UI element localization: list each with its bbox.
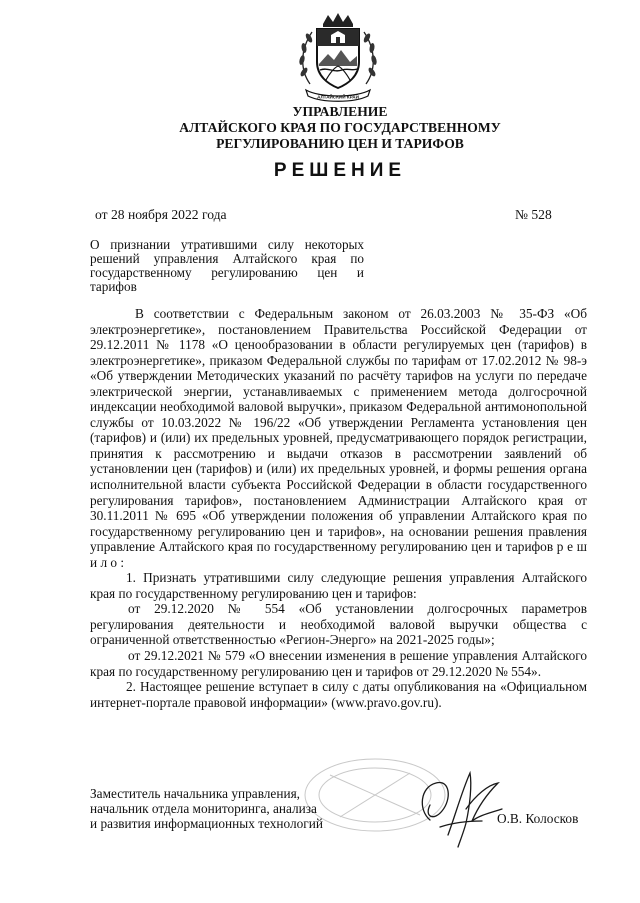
signer-position-line-2: начальник отдела мониторинга, анализа	[90, 801, 317, 816]
preamble-paragraph: В соответствии с Федеральным законом от 26.03.2003 № 35-ФЗ «Об электроэнергетике», постановлением Правительства Российской Федерации от 29.12.2011 № 1178 «О ценообразовании в области регулируемых цен (тарифов) в электроэнергетике», приказом Федеральной службы по тарифам от 17.02.2012 № 98-э «Об утверждении Методических указаний по расчёту тарифов на услуги по передаче электрической энергии, устанавливаемых с применением метода долгосрочной индексации необходимой валовой выручки», приказом Федеральной антимонопольной службы от 10.03.2022 № 196/22 «Об утверждении Регламента установления цен (тарифов) и (или) их предельных уровней, предусматривающего порядок регистрации, принятия к рассмотрению и выдачи отказов в рассмотрении заявлений об установлении цен (тарифов) и (или) их предельных уровней, и формы решения органа исполнительной власти субъекта Российской Федерации в области государственного регулирования тарифов», постановлением Администрации Алтайского края от 30.11.2011 № 695 «Об утверждении положения об управлении Алтайского края по государственному регулированию цен и тарифов», на основании решения правления управление Алтайского края по государственному регулированию цен и тарифов р е ш и л о :	[90, 306, 587, 570]
org-line-1: УПРАВЛЕНИЕ	[292, 104, 388, 119]
signer-position	[90, 786, 350, 831]
handwritten-signature-icon	[400, 765, 520, 850]
item-1-paragraph: 1. Признать утратившими силу следующие решения управления Алтайского края по государственному регулированию цен и тарифов:	[90, 570, 587, 601]
issuing-organization	[90, 104, 590, 152]
emblem-ribbon-text: АЛТАЙСКИЙ КРАЙ	[317, 94, 359, 100]
repealed-act-1: от 29.12.2020 № 554 «Об установлении долгосрочных параметров регулирования деятельности и необходимой валовой выручки общества с ограниченной ответственностью «Регион-Энерго» на 2021-2025 годы»;	[90, 601, 587, 648]
signer-position-line-3: и развития информационных технологий	[90, 816, 323, 831]
document-subject: О признании утратившими силу некоторых решений управления Алтайского края по государственному регулированию цен и тарифов	[90, 237, 364, 294]
document-number: № 528	[515, 207, 552, 222]
item-2-paragraph: 2. Настоящее решение вступает в силу с даты опубликования на «Официальном интернет-портале правовой информации» (www.pravo.gov.ru).	[90, 679, 587, 710]
org-line-3: РЕГУЛИРОВАНИЮ ЦЕН И ТАРИФОВ	[216, 136, 464, 151]
document-type-title: РЕШЕНИЕ	[273, 160, 407, 181]
org-line-2: АЛТАЙСКОГО КРАЯ ПО ГОСУДАРСТВЕННОМУ	[179, 120, 501, 135]
document-date: от 28 ноября 2022 года	[95, 207, 227, 222]
altai-krai-coat-of-arms-icon	[290, 10, 386, 106]
signer-position-line-1: Заместитель начальника управления,	[90, 786, 301, 801]
document-body	[90, 306, 587, 710]
signer-name: О.В. Колосков	[497, 811, 579, 826]
repealed-act-2: от 29.12.2021 № 579 «О внесении изменения в решение управления Алтайского края по государственному регулированию цен и тарифов от 29.12.2020 № 554».	[90, 648, 587, 679]
